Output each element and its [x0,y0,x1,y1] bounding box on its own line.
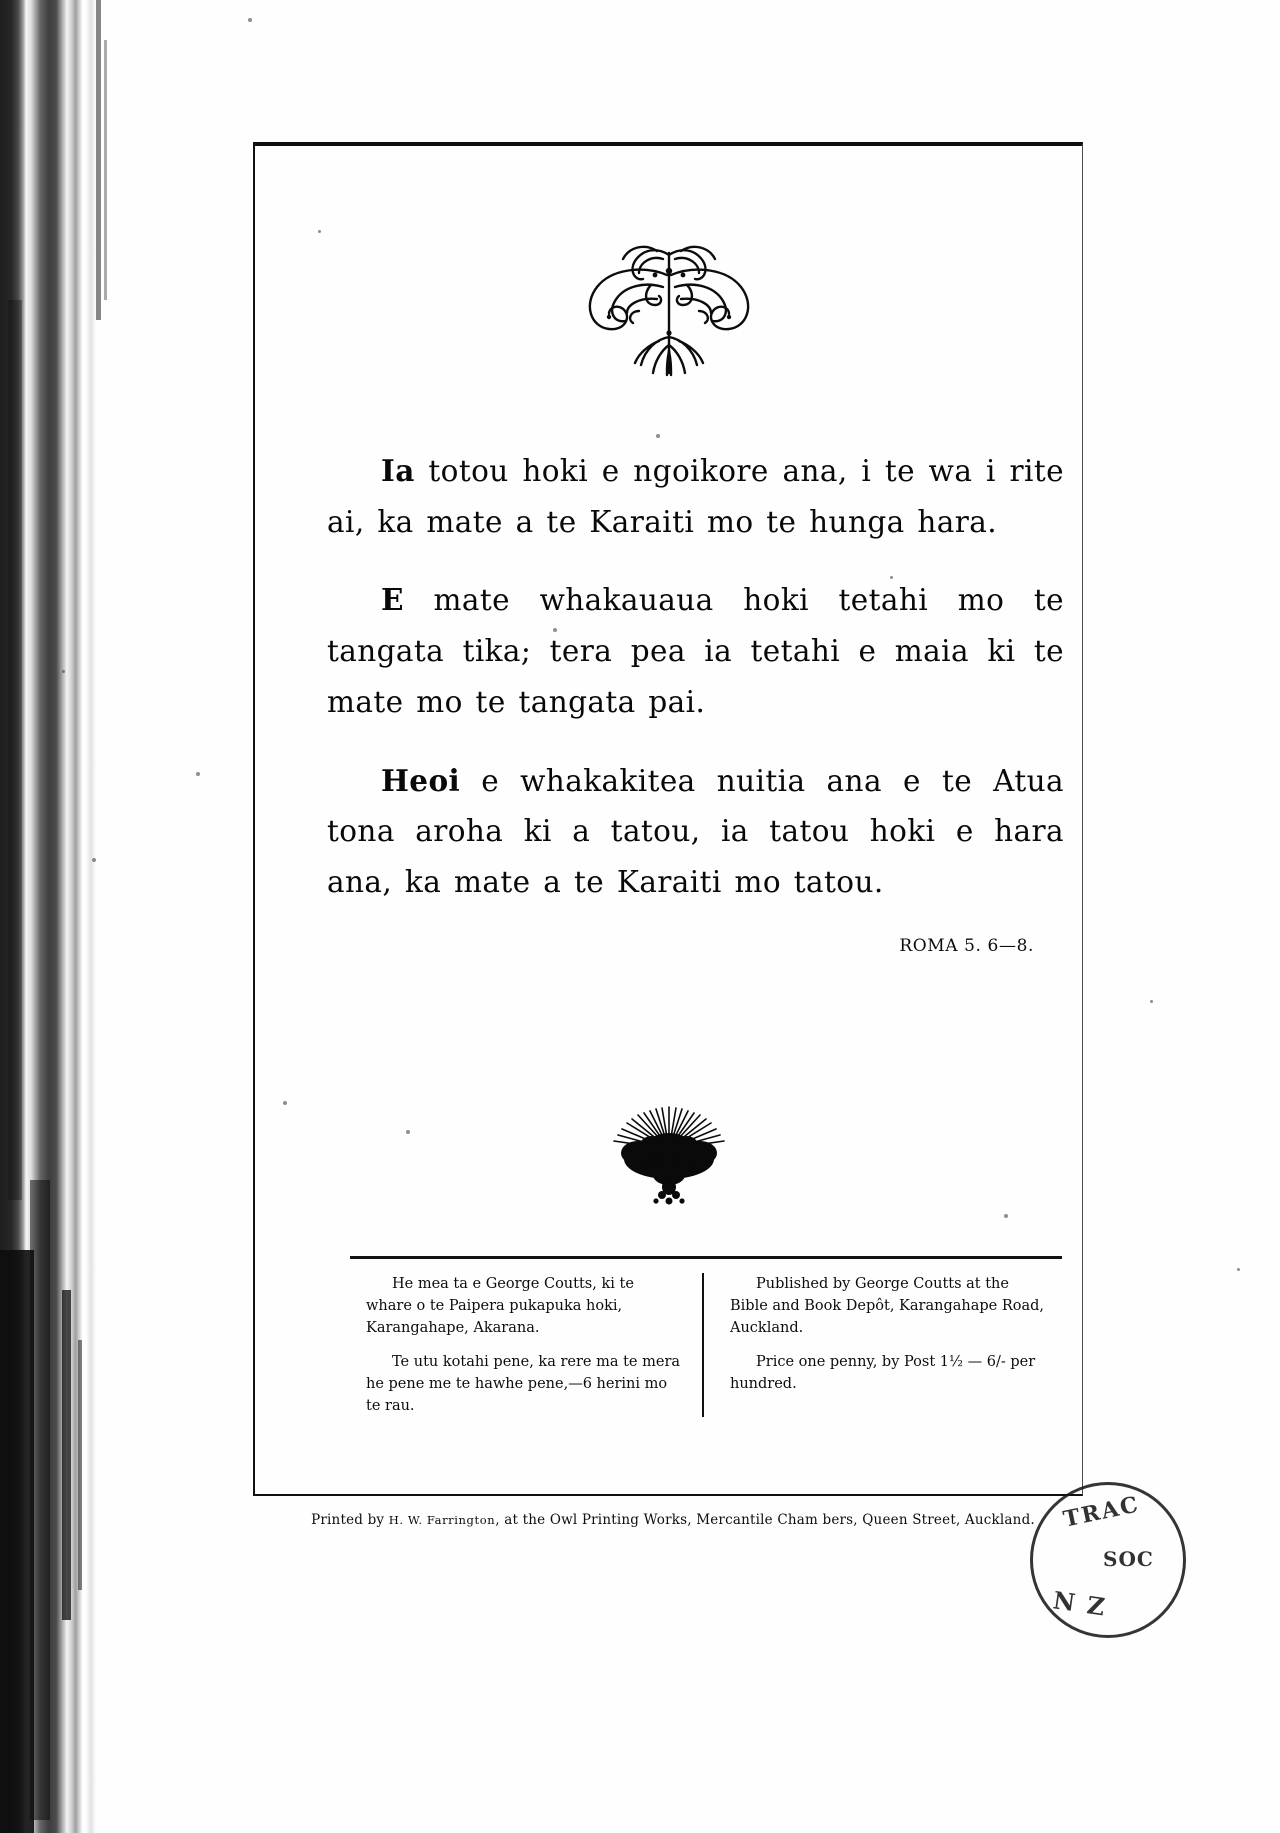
paper-speck [1237,1268,1240,1271]
verse-paragraph: E mate whakauaua hoki tetahi mo te tangata tika; tera pea ia tetahi e maia ki te mate mo te tangata pai. [327,582,1064,719]
scan-streak [62,1290,71,1620]
imprint-paragraph: Published by George Coutts at the Bible and Book Depôt, Karangahape Road, Auckland. [730,1276,1045,1337]
paper-speck [92,858,96,862]
imprint-paragraph: He mea ta e George Coutts, ki te whare o te Paipera pukapuka hoki, Karangahape, Akarana. [366,1276,634,1337]
scan-streak [8,300,22,1200]
scan-streak [104,40,107,300]
scan-edge-fade-outer [86,0,96,1833]
verse-paragraph: Heoi e whakakitea nuitia ana e te Atua tona aroha ki a tatou, ia tatou hoki e hara ana, ka mate a te Karaiti mo tatou. [327,762,1064,900]
printer-credit-line [253,1512,1093,1528]
scripture-reference: ROMA 5. 6—8. [899,935,1034,956]
stamp-line-3: N Z [1051,1585,1109,1622]
library-stamp [1030,1482,1186,1638]
imprint-column-maori [350,1273,704,1417]
floral-scroll-ornament-icon [539,241,799,386]
paper-speck [196,772,200,776]
printer-name: H. W. Farrington [388,1513,496,1527]
paper-speck [248,18,252,22]
scan-streak [78,1340,82,1590]
paper-speck [62,670,65,673]
imprint-block [350,1256,1062,1417]
stamp-line-2: SOC [1103,1547,1154,1571]
printer-suffix: , at the Owl Printing Works, Mercantile Cham bers, Queen Street, Auckland. [495,1512,1035,1528]
stamp-line-1: TRAC [1061,1491,1143,1533]
scan-streak [96,0,101,320]
imprint-paragraph: Price one penny, by Post 1½ — 6/- per hundred. [730,1354,1036,1393]
imprint-column-english [704,1273,1062,1417]
paper-speck [1150,1000,1153,1003]
imprint-paragraph: Te utu kotahi pene, ka rere ma te mera he pene me te hawhe pene,—6 herini mo te rau. [366,1354,681,1415]
verse-paragraph: Ia totou hoki e ngoikore ana, i te wa i rite ai, ka mate a te Karaiti mo te hunga hara. [327,453,1064,539]
scan-streak [30,1180,50,1820]
scan-streak [0,1250,34,1833]
printers-fleuron-ornament-icon [594,1101,744,1216]
printer-prefix: Printed by [311,1512,389,1528]
scripture-text-block [327,446,1064,956]
page-border-frame [253,142,1083,1496]
